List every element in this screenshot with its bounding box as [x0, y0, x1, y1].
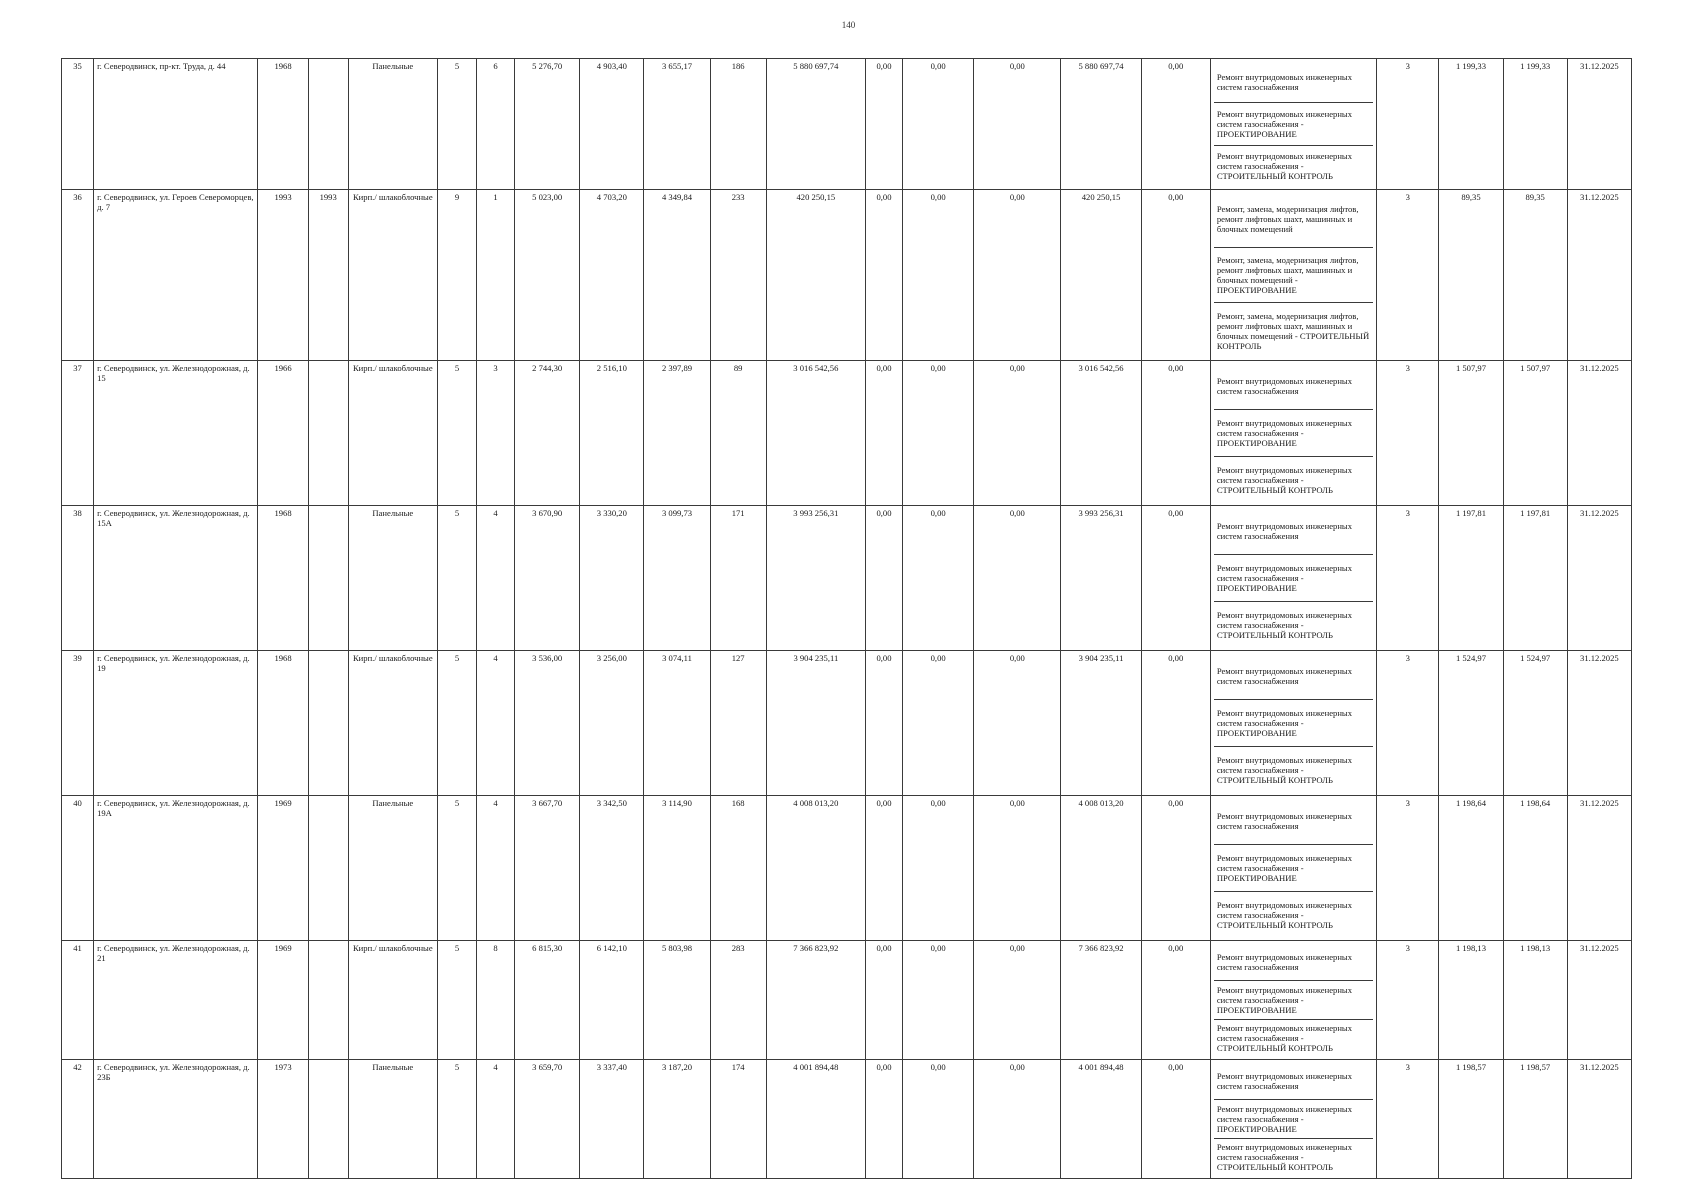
cost-owners-cell: 5 880 697,74	[1061, 59, 1141, 190]
area-residential-cell: 3 074,11	[644, 651, 710, 796]
address-cell: г. Северодвинск, ул. Железнодорожная, д. 19А	[94, 796, 258, 941]
total-area-cell: 6 815,30	[515, 941, 580, 1060]
way-code-cell: 3	[1377, 796, 1439, 941]
cost-other-cell: 0,00	[1141, 361, 1210, 506]
area-residential-cell: 3 187,20	[644, 1060, 710, 1179]
cost-other-cell: 0,00	[1141, 1060, 1210, 1179]
year-built-cell: 1966	[258, 361, 308, 506]
floors-count-cell: 5	[437, 941, 476, 1060]
row-number-cell: 41	[62, 941, 94, 1060]
wall-material-cell: Кирп./ шлакоблочные	[348, 190, 437, 361]
way-code-cell: 3	[1377, 361, 1439, 506]
floors-count-cell: 5	[437, 796, 476, 941]
row-number-cell: 35	[62, 59, 94, 190]
total-area-cell: 3 670,90	[515, 506, 580, 651]
entrances-count-cell: 6	[477, 59, 515, 190]
entrances-count-cell: 4	[477, 1060, 515, 1179]
cost-total-cell: 3 016 542,56	[766, 361, 865, 506]
deadline-cell: 31.12.2025	[1567, 361, 1631, 506]
works-list	[1214, 943, 1373, 1057]
work-type-item: Ремонт внутридомовых инженерных систем газоснабжения	[1216, 71, 1352, 92]
cost-regional-cell: 0,00	[903, 651, 974, 796]
table-row	[62, 1060, 1632, 1179]
floors-count-cell: 5	[437, 506, 476, 651]
works-list	[1214, 798, 1373, 938]
wall-material-cell: Панельные	[348, 59, 437, 190]
total-area-cell: 2 744,30	[515, 361, 580, 506]
address-cell: г. Северодвинск, ул. Железнодорожная, д. 15А	[94, 506, 258, 651]
year-last-overhaul-cell	[308, 796, 348, 941]
cost-owners-cell: 3 993 256,31	[1061, 506, 1141, 651]
cost-local-cell: 0,00	[974, 941, 1061, 1060]
cost-federal-cell: 0,00	[865, 796, 902, 941]
residents-count-cell: 283	[710, 941, 766, 1060]
max-unit-cost-cell: 1 199,33	[1503, 59, 1567, 190]
row-number-cell: 42	[62, 1060, 94, 1179]
floors-count-cell: 5	[437, 651, 476, 796]
wall-material-cell: Кирп./ шлакоблочные	[348, 361, 437, 506]
area-residential-cell: 3 655,17	[644, 59, 710, 190]
cost-owners-cell: 3 016 542,56	[1061, 361, 1141, 506]
year-built-cell: 1969	[258, 941, 308, 1060]
deadline-cell: 31.12.2025	[1567, 651, 1631, 796]
total-area-cell: 3 659,70	[515, 1060, 580, 1179]
residents-count-cell: 171	[710, 506, 766, 651]
unit-cost-cell: 1 524,97	[1439, 651, 1503, 796]
cost-other-cell: 0,00	[1141, 941, 1210, 1060]
year-built-cell: 1973	[258, 1060, 308, 1179]
cost-owners-cell: 420 250,15	[1061, 190, 1141, 361]
way-code-cell: 3	[1377, 1060, 1439, 1179]
cost-total-cell: 4 001 894,48	[766, 1060, 865, 1179]
year-last-overhaul-cell	[308, 651, 348, 796]
table-body	[62, 59, 1632, 1179]
table-row	[62, 506, 1632, 651]
year-last-overhaul-cell	[308, 1060, 348, 1179]
address-cell: г. Северодвинск, ул. Железнодорожная, д. 23Б	[94, 1060, 258, 1179]
area-all-premises-cell: 6 142,10	[580, 941, 644, 1060]
entrances-count-cell: 4	[477, 796, 515, 941]
max-unit-cost-cell: 89,35	[1503, 190, 1567, 361]
area-all-premises-cell: 2 516,10	[580, 361, 644, 506]
year-last-overhaul-cell	[308, 361, 348, 506]
work-type-item: Ремонт внутридомовых инженерных систем газоснабжения - ПРОЕКТИРОВАНИЕ	[1214, 409, 1373, 456]
works-list	[1214, 61, 1373, 187]
works-cell	[1210, 651, 1376, 796]
table-row	[62, 361, 1632, 506]
cost-regional-cell: 0,00	[903, 796, 974, 941]
works-list	[1214, 192, 1373, 358]
area-all-premises-cell: 3 330,20	[580, 506, 644, 651]
unit-cost-cell: 1 198,64	[1439, 796, 1503, 941]
table-row	[62, 941, 1632, 1060]
work-type-item: Ремонт внутридомовых инженерных систем газоснабжения - СТРОИТЕЛЬНЫЙ КОНТРОЛЬ	[1214, 145, 1373, 187]
overhaul-register-table	[61, 58, 1632, 1179]
works-list	[1214, 653, 1373, 793]
area-residential-cell: 3 114,90	[644, 796, 710, 941]
cost-owners-cell: 7 366 823,92	[1061, 941, 1141, 1060]
max-unit-cost-cell: 1 198,64	[1503, 796, 1567, 941]
address-cell: г. Северодвинск, ул. Героев Североморцев, д. 7	[94, 190, 258, 361]
unit-cost-cell: 1 198,57	[1439, 1060, 1503, 1179]
work-type-item: Ремонт внутридомовых инженерных систем газоснабжения	[1216, 521, 1352, 541]
cost-total-cell: 7 366 823,92	[766, 941, 865, 1060]
row-number-cell: 38	[62, 506, 94, 651]
max-unit-cost-cell: 1 198,13	[1503, 941, 1567, 1060]
cost-federal-cell: 0,00	[865, 59, 902, 190]
cost-local-cell: 0,00	[974, 361, 1061, 506]
cost-owners-cell: 4 001 894,48	[1061, 1060, 1141, 1179]
total-area-cell: 5 023,00	[515, 190, 580, 361]
year-built-cell: 1968	[258, 59, 308, 190]
area-residential-cell: 3 099,73	[644, 506, 710, 651]
floors-count-cell: 9	[437, 190, 476, 361]
cost-owners-cell: 3 904 235,11	[1061, 651, 1141, 796]
table-row	[62, 190, 1632, 361]
year-last-overhaul-cell	[308, 941, 348, 1060]
address-cell: г. Северодвинск, ул. Железнодорожная, д. 19	[94, 651, 258, 796]
wall-material-cell: Панельные	[348, 1060, 437, 1179]
works-cell	[1210, 941, 1376, 1060]
cost-regional-cell: 0,00	[903, 59, 974, 190]
work-type-item: Ремонт внутридомовых инженерных систем газоснабжения	[1216, 1070, 1352, 1091]
work-type-item: Ремонт внутридомовых инженерных систем газоснабжения - ПРОЕКТИРОВАНИЕ	[1214, 699, 1373, 746]
cost-other-cell: 0,00	[1141, 796, 1210, 941]
year-built-cell: 1968	[258, 506, 308, 651]
work-type-item: Ремонт внутридомовых инженерных систем газоснабжения	[1216, 666, 1352, 686]
way-code-cell: 3	[1377, 506, 1439, 651]
cost-federal-cell: 0,00	[865, 361, 902, 506]
residents-count-cell: 174	[710, 1060, 766, 1179]
area-all-premises-cell: 3 337,40	[580, 1060, 644, 1179]
works-cell	[1210, 59, 1376, 190]
cost-local-cell: 0,00	[974, 796, 1061, 941]
year-built-cell: 1969	[258, 796, 308, 941]
unit-cost-cell: 1 198,13	[1439, 941, 1503, 1060]
cost-total-cell: 420 250,15	[766, 190, 865, 361]
work-type-item: Ремонт внутридомовых инженерных систем газоснабжения - СТРОИТЕЛЬНЫЙ КОНТРОЛЬ	[1214, 601, 1373, 648]
table-row	[62, 651, 1632, 796]
cost-total-cell: 5 880 697,74	[766, 59, 865, 190]
cost-federal-cell: 0,00	[865, 506, 902, 651]
cost-regional-cell: 0,00	[903, 361, 974, 506]
deadline-cell: 31.12.2025	[1567, 796, 1631, 941]
max-unit-cost-cell: 1 524,97	[1503, 651, 1567, 796]
row-number-cell: 36	[62, 190, 94, 361]
area-residential-cell: 4 349,84	[644, 190, 710, 361]
wall-material-cell: Кирп./ шлакоблочные	[348, 651, 437, 796]
address-cell: г. Северодвинск, ул. Железнодорожная, д. 15	[94, 361, 258, 506]
wall-material-cell: Панельные	[348, 796, 437, 941]
work-type-item: Ремонт внутридомовых инженерных систем газоснабжения - СТРОИТЕЛЬНЫЙ КОНТРОЛЬ	[1214, 1019, 1373, 1057]
deadline-cell: 31.12.2025	[1567, 1060, 1631, 1179]
cost-other-cell: 0,00	[1141, 190, 1210, 361]
total-area-cell: 3 667,70	[515, 796, 580, 941]
residents-count-cell: 89	[710, 361, 766, 506]
way-code-cell: 3	[1377, 59, 1439, 190]
way-code-cell: 3	[1377, 190, 1439, 361]
works-cell	[1210, 361, 1376, 506]
cost-other-cell: 0,00	[1141, 59, 1210, 190]
residents-count-cell: 233	[710, 190, 766, 361]
wall-material-cell: Панельные	[348, 506, 437, 651]
work-type-item: Ремонт внутридомовых инженерных систем газоснабжения - ПРОЕКТИРОВАНИЕ	[1214, 980, 1373, 1018]
residents-count-cell: 168	[710, 796, 766, 941]
cost-regional-cell: 0,00	[903, 1060, 974, 1179]
total-area-cell: 5 276,70	[515, 59, 580, 190]
work-type-item: Ремонт внутридомовых инженерных систем газоснабжения - СТРОИТЕЛЬНЫЙ КОНТРОЛЬ	[1214, 456, 1373, 503]
cost-regional-cell: 0,00	[903, 506, 974, 651]
work-type-item: Ремонт внутридомовых инженерных систем газоснабжения - ПРОЕКТИРОВАНИЕ	[1214, 554, 1373, 601]
address-cell: г. Северодвинск, пр-кт. Труда, д. 44	[94, 59, 258, 190]
year-last-overhaul-cell	[308, 506, 348, 651]
work-type-item: Ремонт внутридомовых инженерных систем газоснабжения - ПРОЕКТИРОВАНИЕ	[1214, 844, 1373, 891]
max-unit-cost-cell: 1 507,97	[1503, 361, 1567, 506]
works-cell	[1210, 796, 1376, 941]
works-cell	[1210, 190, 1376, 361]
year-built-cell: 1993	[258, 190, 308, 361]
work-type-item: Ремонт внутридомовых инженерных систем газоснабжения - СТРОИТЕЛЬНЫЙ КОНТРОЛЬ	[1214, 891, 1373, 938]
area-all-premises-cell: 4 703,20	[580, 190, 644, 361]
entrances-count-cell: 3	[477, 361, 515, 506]
area-residential-cell: 5 803,98	[644, 941, 710, 1060]
cost-regional-cell: 0,00	[903, 190, 974, 361]
residents-count-cell: 127	[710, 651, 766, 796]
area-residential-cell: 2 397,89	[644, 361, 710, 506]
year-built-cell: 1968	[258, 651, 308, 796]
works-cell	[1210, 1060, 1376, 1179]
work-type-item: Ремонт внутридомовых инженерных систем газоснабжения	[1216, 951, 1352, 972]
floors-count-cell: 5	[437, 1060, 476, 1179]
max-unit-cost-cell: 1 197,81	[1503, 506, 1567, 651]
table-row	[62, 59, 1632, 190]
max-unit-cost-cell: 1 198,57	[1503, 1060, 1567, 1179]
unit-cost-cell: 89,35	[1439, 190, 1503, 361]
work-type-item: Ремонт, замена, модернизация лифтов, ремонт лифтовых шахт, машинных и блочных помещений - СТРОИТЕЛЬНЫЙ КОНТРОЛЬ	[1214, 302, 1373, 358]
work-type-item: Ремонт, замена, модернизация лифтов, ремонт лифтовых шахт, машинных и блочных помещений	[1216, 204, 1359, 235]
cost-federal-cell: 0,00	[865, 1060, 902, 1179]
cost-federal-cell: 0,00	[865, 190, 902, 361]
work-type-item: Ремонт, замена, модернизация лифтов, ремонт лифтовых шахт, машинных и блочных помещений - ПРОЕКТИРОВАНИЕ	[1214, 247, 1373, 303]
cost-total-cell: 3 904 235,11	[766, 651, 865, 796]
way-code-cell: 3	[1377, 651, 1439, 796]
cost-local-cell: 0,00	[974, 651, 1061, 796]
area-all-premises-cell: 3 342,50	[580, 796, 644, 941]
works-list	[1214, 1062, 1373, 1176]
row-number-cell: 40	[62, 796, 94, 941]
entrances-count-cell: 1	[477, 190, 515, 361]
work-type-item: Ремонт внутридомовых инженерных систем газоснабжения	[1216, 811, 1352, 831]
area-all-premises-cell: 4 903,40	[580, 59, 644, 190]
entrances-count-cell: 4	[477, 506, 515, 651]
cost-federal-cell: 0,00	[865, 941, 902, 1060]
work-type-item: Ремонт внутридомовых инженерных систем газоснабжения - ПРОЕКТИРОВАНИЕ	[1214, 102, 1373, 144]
cost-other-cell: 0,00	[1141, 506, 1210, 651]
area-all-premises-cell: 3 256,00	[580, 651, 644, 796]
deadline-cell: 31.12.2025	[1567, 506, 1631, 651]
year-last-overhaul-cell	[308, 59, 348, 190]
floors-count-cell: 5	[437, 361, 476, 506]
cost-total-cell: 3 993 256,31	[766, 506, 865, 651]
page-number: 140	[841, 20, 856, 30]
cost-federal-cell: 0,00	[865, 651, 902, 796]
row-number-cell: 37	[62, 361, 94, 506]
cost-regional-cell: 0,00	[903, 941, 974, 1060]
unit-cost-cell: 1 507,97	[1439, 361, 1503, 506]
cost-local-cell: 0,00	[974, 1060, 1061, 1179]
deadline-cell: 31.12.2025	[1567, 59, 1631, 190]
deadline-cell: 31.12.2025	[1567, 941, 1631, 1060]
table-row	[62, 796, 1632, 941]
way-code-cell: 3	[1377, 941, 1439, 1060]
work-type-item: Ремонт внутридомовых инженерных систем газоснабжения - СТРОИТЕЛЬНЫЙ КОНТРОЛЬ	[1214, 746, 1373, 793]
deadline-cell: 31.12.2025	[1567, 190, 1631, 361]
cost-local-cell: 0,00	[974, 506, 1061, 651]
work-type-item: Ремонт внутридомовых инженерных систем газоснабжения	[1216, 376, 1352, 396]
cost-local-cell: 0,00	[974, 190, 1061, 361]
cost-local-cell: 0,00	[974, 59, 1061, 190]
entrances-count-cell: 8	[477, 941, 515, 1060]
work-type-item: Ремонт внутридомовых инженерных систем газоснабжения - ПРОЕКТИРОВАНИЕ	[1214, 1099, 1373, 1137]
year-last-overhaul-cell: 1993	[308, 190, 348, 361]
cost-other-cell: 0,00	[1141, 651, 1210, 796]
row-number-cell: 39	[62, 651, 94, 796]
wall-material-cell: Кирп./ шлакоблочные	[348, 941, 437, 1060]
cost-total-cell: 4 008 013,20	[766, 796, 865, 941]
works-list	[1214, 363, 1373, 503]
entrances-count-cell: 4	[477, 651, 515, 796]
unit-cost-cell: 1 197,81	[1439, 506, 1503, 651]
address-cell: г. Северодвинск, ул. Железнодорожная, д. 21	[94, 941, 258, 1060]
works-list	[1214, 508, 1373, 648]
unit-cost-cell: 1 199,33	[1439, 59, 1503, 190]
work-type-item: Ремонт внутридомовых инженерных систем газоснабжения - СТРОИТЕЛЬНЫЙ КОНТРОЛЬ	[1214, 1138, 1373, 1176]
works-cell	[1210, 506, 1376, 651]
residents-count-cell: 186	[710, 59, 766, 190]
floors-count-cell: 5	[437, 59, 476, 190]
cost-owners-cell: 4 008 013,20	[1061, 796, 1141, 941]
total-area-cell: 3 536,00	[515, 651, 580, 796]
